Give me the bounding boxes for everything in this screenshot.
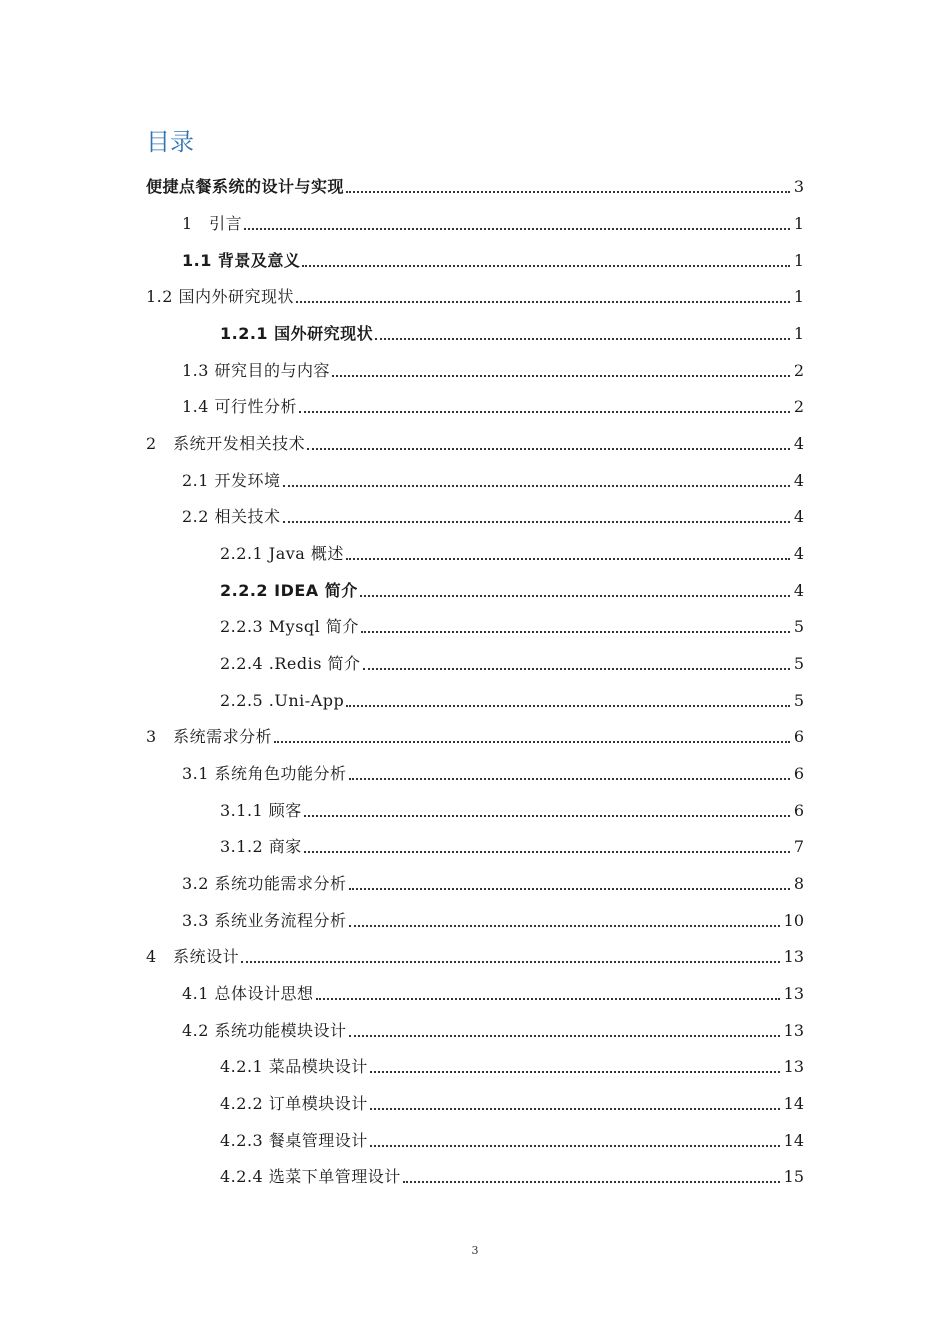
toc-entry[interactable] bbox=[146, 282, 804, 312]
toc-entry[interactable] bbox=[182, 209, 804, 239]
dot-leader bbox=[361, 612, 790, 633]
toc-entry-page: 2 bbox=[793, 361, 804, 380]
dot-leader bbox=[370, 1089, 780, 1110]
dot-leader bbox=[241, 942, 779, 963]
toc-entry-label: 4.2.2 订单模块设计 bbox=[220, 1094, 368, 1113]
toc-entry-label: 1.2.1 国外研究现状 bbox=[220, 324, 374, 343]
toc-entry-label: 2 系统开发相关技术 bbox=[146, 434, 306, 453]
dot-leader bbox=[346, 539, 790, 560]
toc-entry-page: 1 bbox=[793, 324, 804, 343]
toc-entry[interactable] bbox=[182, 502, 804, 532]
toc-entry-label: 4.2.3 餐桌管理设计 bbox=[220, 1131, 368, 1150]
toc-entry-label: 1.3 研究目的与内容 bbox=[182, 361, 331, 380]
toc-entry-page: 15 bbox=[783, 1167, 804, 1186]
toc-entry-label: 3.2 系统功能需求分析 bbox=[182, 874, 347, 893]
toc-entry-page: 4 bbox=[793, 581, 804, 600]
dot-leader bbox=[349, 906, 780, 927]
toc-entry-label: 3.1.2 商家 bbox=[220, 837, 302, 856]
toc-entry-page: 13 bbox=[783, 947, 804, 966]
dot-leader bbox=[360, 576, 790, 597]
toc-entry-page: 6 bbox=[793, 727, 804, 746]
toc-entry[interactable] bbox=[220, 832, 804, 862]
toc-entry[interactable] bbox=[182, 246, 804, 276]
toc-entry-page: 6 bbox=[793, 764, 804, 783]
dot-leader bbox=[375, 319, 790, 340]
toc-entry[interactable] bbox=[220, 796, 804, 826]
toc-entry-label: 2.2.2 IDEA 简介 bbox=[220, 581, 358, 600]
toc-entry-label: 4.2.1 菜品模块设计 bbox=[220, 1057, 368, 1076]
dot-leader bbox=[274, 722, 790, 743]
toc-entry-label: 4.1 总体设计思想 bbox=[182, 984, 314, 1003]
toc-entry[interactable] bbox=[182, 392, 804, 422]
toc-entry-label: 3 系统需求分析 bbox=[146, 727, 273, 746]
toc-entry[interactable] bbox=[182, 466, 804, 496]
toc-heading: 目录 bbox=[146, 128, 194, 156]
toc-entry-label: 4.2 系统功能模块设计 bbox=[182, 1021, 347, 1040]
toc-entry[interactable] bbox=[220, 1162, 804, 1192]
toc-entry-page: 1 bbox=[793, 251, 804, 270]
toc-entry[interactable] bbox=[220, 612, 804, 642]
dot-leader bbox=[346, 172, 790, 193]
toc-entry-page: 6 bbox=[793, 801, 804, 820]
dot-leader bbox=[363, 649, 790, 670]
toc-entry-page: 14 bbox=[783, 1131, 804, 1150]
dot-leader bbox=[283, 502, 790, 523]
toc-entry-page: 1 bbox=[793, 214, 804, 233]
toc-entry[interactable] bbox=[220, 1126, 804, 1156]
toc-entry-label: 4 系统设计 bbox=[146, 947, 240, 966]
toc-entry-page: 5 bbox=[793, 617, 804, 636]
dot-leader bbox=[304, 796, 790, 817]
toc-entry[interactable] bbox=[182, 869, 804, 899]
toc-entry-page: 4 bbox=[793, 544, 804, 563]
toc-entry[interactable] bbox=[220, 1052, 804, 1082]
toc-entry[interactable] bbox=[182, 906, 804, 936]
toc-entry[interactable] bbox=[220, 576, 804, 606]
toc-entry-label: 1.2 国内外研究现状 bbox=[146, 287, 295, 306]
toc-entry-page: 13 bbox=[783, 1057, 804, 1076]
toc-entry[interactable] bbox=[146, 722, 804, 752]
dot-leader bbox=[283, 466, 790, 487]
dot-leader bbox=[403, 1162, 780, 1183]
toc-entry-page: 14 bbox=[783, 1094, 804, 1113]
toc-entry-label: 2.2.4 .Redis 简介 bbox=[220, 654, 361, 673]
toc-entry[interactable] bbox=[220, 649, 804, 679]
toc-entry[interactable] bbox=[146, 429, 804, 459]
toc-entry-page: 3 bbox=[793, 177, 804, 196]
toc-entry-label: 2.2.1 Java 概述 bbox=[220, 544, 344, 563]
toc-entry-label: 2.2.3 Mysql 简介 bbox=[220, 617, 359, 636]
toc-entry-page: 8 bbox=[793, 874, 804, 893]
dot-leader bbox=[346, 686, 790, 707]
toc-entry[interactable] bbox=[182, 759, 804, 789]
dot-leader bbox=[307, 429, 790, 450]
dot-leader bbox=[332, 356, 790, 377]
dot-leader bbox=[349, 759, 790, 780]
dot-leader bbox=[349, 1016, 780, 1037]
toc-entry-page: 4 bbox=[793, 471, 804, 490]
dot-leader bbox=[316, 979, 780, 1000]
toc-entry[interactable] bbox=[220, 319, 804, 349]
toc-entry-label: 2.2.5 .Uni-App bbox=[220, 691, 345, 710]
dot-leader bbox=[299, 392, 790, 413]
dot-leader bbox=[304, 832, 790, 853]
toc-entry-label: 1 引言 bbox=[182, 214, 243, 233]
dot-leader bbox=[244, 209, 790, 230]
toc-entry[interactable] bbox=[220, 539, 804, 569]
toc-entry-page: 1 bbox=[793, 287, 804, 306]
toc-entry[interactable] bbox=[182, 1016, 804, 1046]
toc-entry[interactable] bbox=[220, 1089, 804, 1119]
dot-leader bbox=[302, 246, 789, 267]
toc-entry-label: 4.2.4 选菜下单管理设计 bbox=[220, 1167, 401, 1186]
dot-leader bbox=[349, 869, 790, 890]
toc-entry[interactable] bbox=[146, 942, 804, 972]
toc-entry-label: 便捷点餐系统的设计与实现 bbox=[146, 177, 345, 196]
toc-entry[interactable] bbox=[146, 172, 804, 202]
toc-entry-label: 3.1 系统角色功能分析 bbox=[182, 764, 347, 783]
toc-entry[interactable] bbox=[220, 686, 804, 716]
toc-entry-page: 10 bbox=[783, 911, 804, 930]
toc-entry-page: 13 bbox=[783, 1021, 804, 1040]
dot-leader bbox=[370, 1126, 780, 1147]
toc-entry-label: 1.1 背景及意义 bbox=[182, 251, 301, 270]
page-number: 3 bbox=[471, 1244, 479, 1257]
toc-entry-page: 4 bbox=[793, 434, 804, 453]
toc-entry[interactable] bbox=[182, 356, 804, 386]
toc-entry[interactable] bbox=[182, 979, 804, 1009]
toc-entry-label: 3.3 系统业务流程分析 bbox=[182, 911, 347, 930]
toc-entry-label: 2.1 开发环境 bbox=[182, 471, 281, 490]
dot-leader bbox=[296, 282, 790, 303]
dot-leader bbox=[370, 1052, 780, 1073]
toc-entry-page: 7 bbox=[793, 837, 804, 856]
toc-entry-label: 3.1.1 顾客 bbox=[220, 801, 302, 820]
toc-entry-page: 4 bbox=[793, 507, 804, 526]
toc-entry-label: 1.4 可行性分析 bbox=[182, 397, 298, 416]
toc-entry-page: 5 bbox=[793, 654, 804, 673]
toc-entry-page: 2 bbox=[793, 397, 804, 416]
toc-entry-page: 13 bbox=[783, 984, 804, 1003]
toc-entry-page: 5 bbox=[793, 691, 804, 710]
toc-entry-label: 2.2 相关技术 bbox=[182, 507, 281, 526]
